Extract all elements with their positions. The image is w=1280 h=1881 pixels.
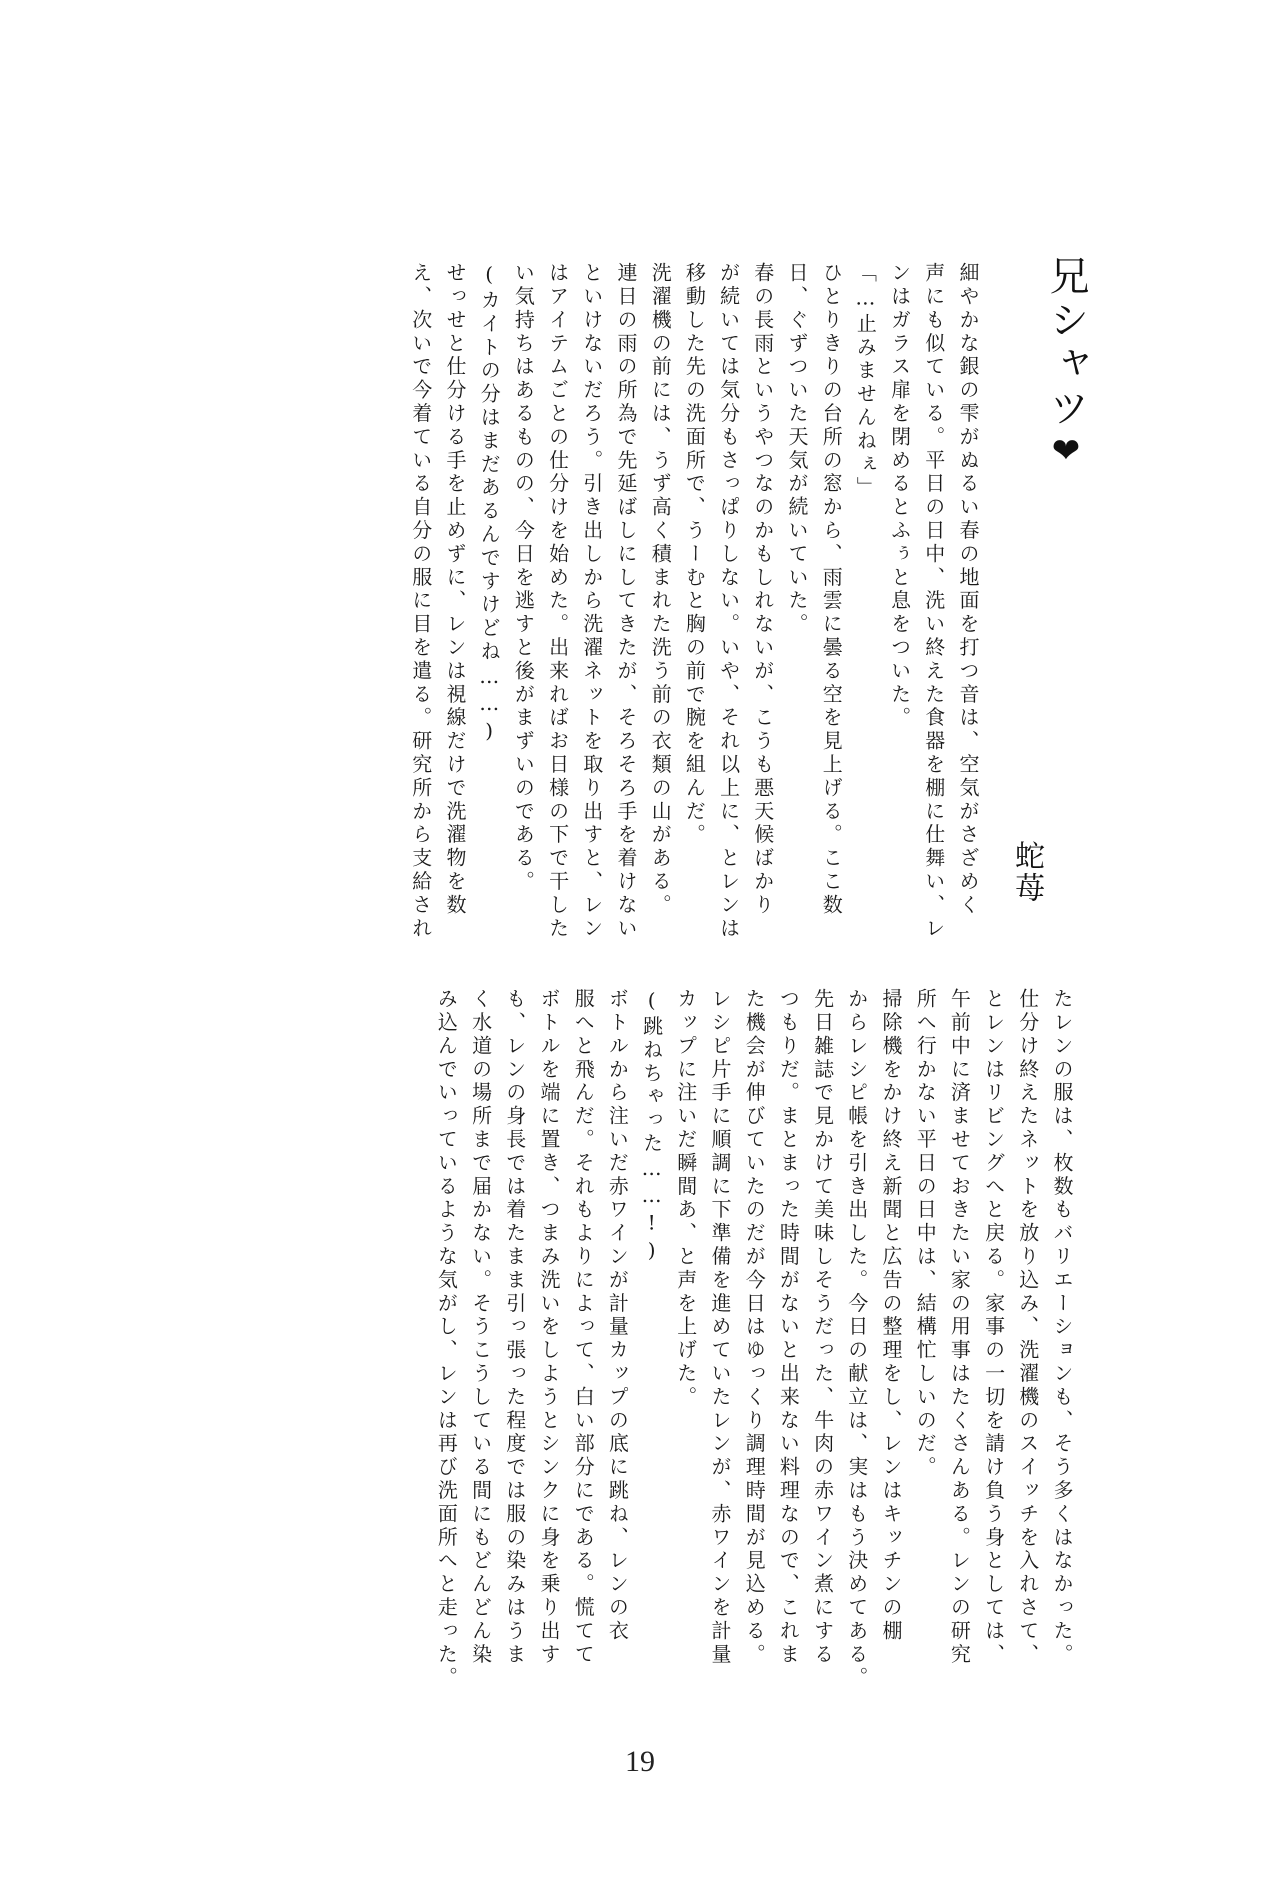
text-column: く水道の場所まで届かない。そうこうしている間にもどんどん染 <box>468 988 493 1667</box>
text-column: 先日雑誌で見かけて美味しそうだった、牛肉の赤ワイン煮にする <box>810 988 835 1667</box>
text-column: え、次いで今着ている自分の服に目を遣る。研究所から支給され <box>408 262 433 941</box>
text-column: からレシピ帳を引き出した。今日の献立は、実はもう決めてある。 <box>844 988 869 1690</box>
text-column: ひとりきりの台所の窓から、雨雲に曇る空を見上げる。ここ数 <box>819 262 844 918</box>
text-column: 細やかな銀の雫がぬるい春の地面を打つ音は、空気がさざめく <box>956 262 980 918</box>
text-column: ンはガラス扉を閉めるとふぅと息をついた。 <box>887 262 912 730</box>
story-title <box>1038 255 1095 475</box>
text-column: たレンの服は、枚数もバリエーションも、そう多くはなかった。 <box>1050 988 1074 1667</box>
text-column: レシピ片手に順調に下準備を進めていたレンが、赤ワインを計量 <box>708 988 732 1667</box>
text-column: 仕分け終えたネットを放り込み、洗濯機のスイッチを入れさて、 <box>1015 988 1040 1667</box>
text-column: 春の長雨というやつなのかもしれないが、こうも悪天候ばかり <box>750 262 775 918</box>
text-column: 掃除機をかけ終え新聞と広告の整理をし、レンはキッチンの棚 <box>879 988 903 1644</box>
text-column: 午前中に済ませておきたい家の用事はたくさんある。レンの研究 <box>947 988 972 1667</box>
text-column: 所へ行かない平日の日中は、結構忙しいのだ。 <box>913 988 938 1480</box>
text-column: 移動した先の洗面所で、うーむと胸の前で腕を組んだ。 <box>682 262 707 847</box>
text-column: つもりだ。まとまった時間がないと出来ない料理なので、これま <box>776 988 801 1667</box>
text-column: 声にも似ている。平日の日中、洗い終えた食器を棚に仕舞い、レ <box>921 262 946 941</box>
text-column: とレンはリビングへと戻る。家事の一切を請け負う身としては、 <box>981 988 1006 1667</box>
title-text: 兄シャツ <box>1043 255 1089 431</box>
page-number: 19 <box>625 1745 655 1778</box>
text-column: 洗濯機の前には、うず高く積まれた洗う前の衣類の山がある。 <box>648 262 673 918</box>
text-column: ボトルから注いだ赤ワインが計量カップの底に跳ね、レンの衣 <box>605 988 630 1644</box>
text-column: はアイテムごとの仕分けを始めた。出来ればお日様の下で干した <box>545 262 570 941</box>
text-column: せっせと仕分ける手を止めずに、レンは視線だけで洗濯物を数 <box>443 262 467 918</box>
text-column: ボトルを端に置き、つまみ洗いをしようとシンクに身を乗り出す <box>537 988 561 1667</box>
text-column: が続いては気分もさっぱりしない。いや、それ以上に、とレンは <box>716 262 741 941</box>
text-column: 服へと飛んだ。それもよりによって、白い部分にである。慌てて <box>571 988 596 1667</box>
text-column: といけないだろう。引き出しから洗濯ネットを取り出すと、レン <box>579 262 604 941</box>
text-column: 日、ぐずついた天気が続いていた。 <box>785 262 809 637</box>
text-column: 「…止みませんねぇ」 <box>853 262 878 500</box>
text-column: い気持ちはあるものの、今日を逃すと後がまずいのである。 <box>511 262 536 894</box>
text-column: た機会が伸びていたのだが今日はゆっくり調理時間が見込める。 <box>742 988 767 1667</box>
heart-icon: ❤ <box>1046 431 1086 475</box>
author-name: 蛇苺 <box>1009 840 1044 904</box>
text-column: 連日の雨の所為で先延ばしにしてきたが、そろそろ手を着けない <box>614 262 638 941</box>
text-column: み込んでいっているような気がし、レンは再び洗面所へと走った。 <box>434 988 459 1690</box>
text-column: (跳ねちゃった……!) <box>639 988 664 1266</box>
text-column: (カイトの分はまだあるんですけどね……) <box>477 262 502 746</box>
text-column: カップに注いだ瞬間あ、と声を上げた。 <box>673 988 698 1410</box>
text-column: も、レンの身長では着たまま引っ張った程度では服の染みはうま <box>502 988 527 1667</box>
